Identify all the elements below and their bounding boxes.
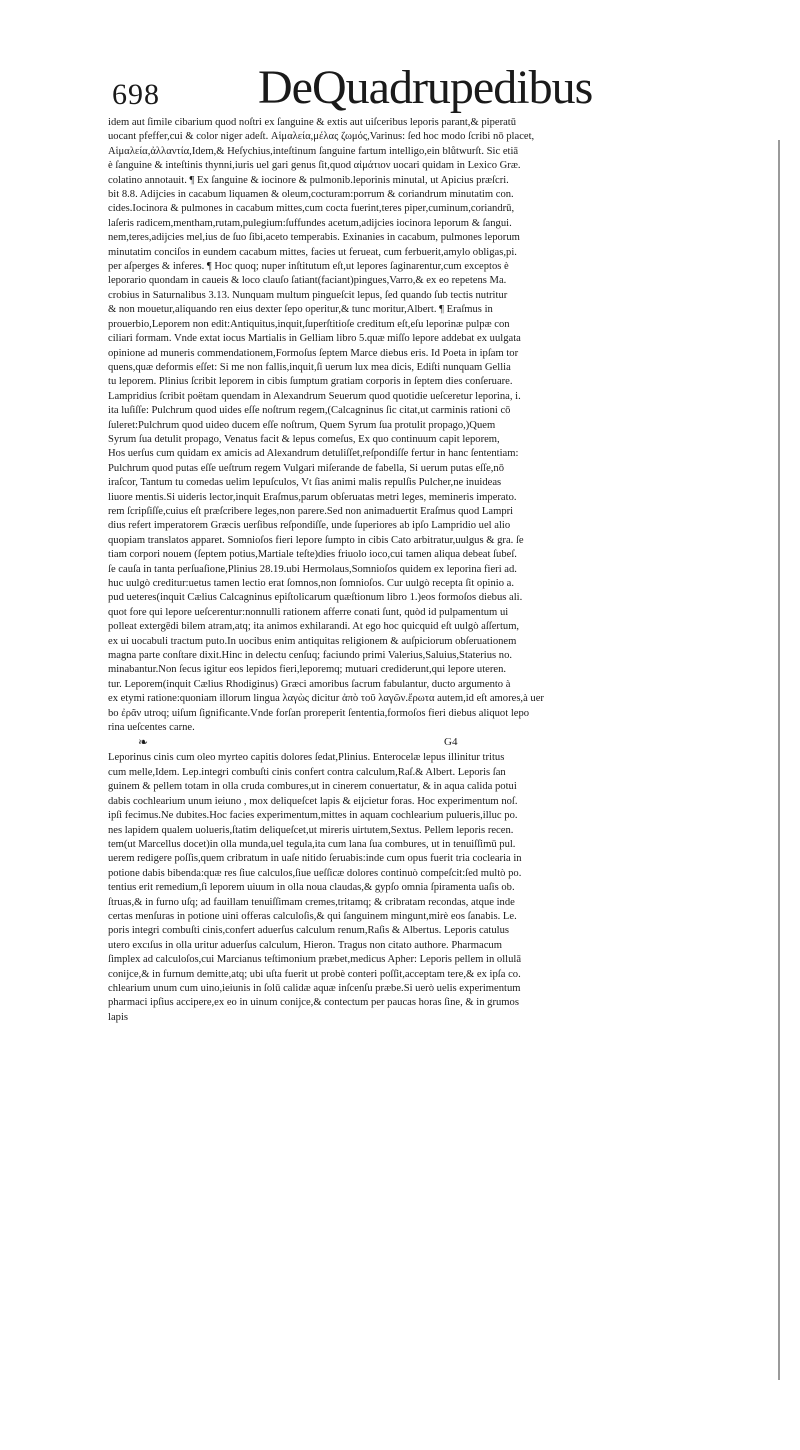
text-line: huc uulgò creditur:uetus tamen lectio erat ſomnos,non ſomnioſos. Cur uulgò recepta ſit opinio a. (108, 578, 515, 589)
page-number: 698 (112, 78, 160, 111)
text-line: poris integri combuſti cinis,confert aduerſus calculum renum,Raſis & Albertus. Leporis catulus (108, 925, 509, 937)
text-line: cides.Iocinora & pulmones in cacabum mittes,cum cocta fuerint,teres piper,cuminum,coriandrū, (108, 203, 515, 215)
text-line: è ſanguine & inteſtinis thynni,iuris uel gari genus ſit,quod αἱμάτιον uocari quidam in Lexico Græ. (108, 160, 521, 172)
text-line: ſuleret:Pulchrum quod uideo ducem eſſe noſtrum, Quem Syrum ſua protulit propago,)Quem (108, 419, 496, 431)
text-line: magna parte conſtare dixit.Hinc in delectu cenſuq; faciundo primi Valerius,Saluius,Staterius no. (108, 650, 513, 662)
signature-row (108, 735, 776, 751)
text-line: tem(ut Marcellus docet)in olla munda,uel tegula,ita cum lana ſua combures, ut in tenuiſſimū pul. (108, 838, 516, 850)
page-header (108, 58, 776, 116)
text-line: minabantur.Non ſecus igitur eos lepidos fieri,leporemq; mutuari crediderunt,qui lepore uteren. (108, 664, 507, 676)
text-line: ſe cauſa in tanta perſuaſione,Plinius 28.19.ubi Hermolaus,Somnioſos quidem ex leporina fieri ad. (108, 563, 517, 575)
text-line: rina ueſcentes carne. (108, 722, 195, 734)
text-line: Hos uerſus cum quidam ex amicis ad Alexandrum detuliſſet,reſpondiſſe fertur in hanc ſententiam: (108, 448, 519, 460)
text-line: ſimplex ad calculoſos,cui Marcianus teſtimonium præbet,medicus Apher: Leporis pellem in ollulā (108, 954, 522, 966)
text-line: ita luſiſſe: Pulchrum quod uides eſſe noſtrum regem,(Calcagninus ſic citat,ut carminis rationi cō (108, 405, 511, 417)
text-line: chlearium unum cum uino,ieiunis in ſolū calidæ aquæ inſcenſu præbe.Si uerò uelis experimentum (108, 982, 521, 994)
text-line: Lampridius ſcribit poëtam quendam in Alexandrum Seuerum quod quotidie ueſceretur leporina, i. (108, 390, 521, 402)
text-line: & non mouetur,aliquando ren eius dexter ſepo operitur,& tunc moritur,Albert. ¶ Eraſmus in (108, 304, 493, 316)
text-line: bo ἐρᾶν utroq; uiſum ſignificante.Vnde forſan proreperit ſententia,formoſos fieri diebus aliquot lepo (108, 707, 530, 719)
text-line: guinem & pellem totam in olla cruda combures,ut in cinerem conuertatur, & in aqua calida potui (108, 781, 517, 793)
text-line: quot fore qui lepore ueſcerentur:nonnulli rationem afferre conati ſunt, quòd id pulpamentum ui (108, 606, 509, 618)
text-line: ex ui uocabuli tractum puto.In uocibus enim antiquitas religionem & auſpiciorum obſeruationem (108, 635, 517, 647)
text-line: ipſi fecimus.Ne dubites.Hoc facies experimentum,mittes in aquam cochlearium pulueris,illuc po. (108, 810, 518, 822)
text-line: Syrum ſua detulit propago, Venatus facit & lepus comeſus, Ex quo continuum capit leporem, (108, 433, 500, 445)
text-line: nem,teres,adijcies mel,ius de ſuo ſibi,aceto temperabis. Exinanies in cacabum, pulmones leporum (108, 232, 520, 244)
text-line: pharmaci ipſius accipere,ex eo in uinum conijce,& contectum per paucas horas ſine, & in grumos (108, 997, 519, 1009)
text-line: rem ſcripſiſſe,cuius eſt præſcribere leges,non parere.Sed non animaduertit Eraſmus quod Lampri (108, 505, 514, 517)
text-line: lapis (108, 1011, 129, 1023)
text-line: Αἱμαλεία,ἀλλαντία,Idem,& Heſychius,inteſtinum ſanguine fartum intelligo,ein blůtwurſt. Sic etiā (108, 145, 519, 157)
text-line: polleat extergēdi bilem atram,atq; ita animos exhilarandi. At ego hoc quicquid eſt uulgò aſſertum, (108, 621, 520, 633)
text-line: pud ueteres(inquit Cælius Calcagninus epiſtolicarum quæſtionum libro 1.)eos formoſos diebus ali. (108, 592, 523, 604)
text-line: laſeris radicem,mentham,rutam,pulegium:ſuffundes acetum,adijcies iocinora leporum & ſangui. (108, 217, 512, 229)
text-line: quens,quæ deformis eſſet: Si me non fallis,inquit,ſi uerum lux mea dicis, Ediſti nunquam Gellia (108, 361, 511, 373)
text-line: ex etymi ratione:quoniam illorum lingua λαγὼς dicitur ἀπὸ τοῦ λαγῶν.ἔρωτα autem,id eſt amores,à uer (108, 693, 544, 705)
text-line: crobius in Saturnalibus 3.13. Nunquam multum pingueſcit lepus, ſed quando ſub tectis nutritur (108, 289, 508, 301)
text-line: idem aut ſimile cibarium quod noſtri ex ſanguine & extis aut uiſceribus leporis parant,& piperatū (108, 117, 517, 128)
text-line: Leporinus cinis cum oleo myrteo capitis dolores ſedat,Plinius. Enterocelæ lepus illinitur tritus (108, 752, 505, 764)
text-line: dius refert imperatorem Græcis uerſibus reſpondiſſe, unde ſuperiores ab ipſo Lampridio uel alio (108, 520, 511, 532)
text-line: bit 8.8. Adijcies in cacabum liquamen & oleum,cocturam:porrum & coriandrum minutatim con. (108, 189, 514, 201)
paragraph-block-1 (108, 116, 776, 735)
fleuron-ornament: ❧ (138, 735, 149, 750)
paragraph-block-2 (108, 751, 776, 1025)
text-line: ſtruas,& in furno uſq; ad fauillam tenuiſſimam cremes,tritamq; & cribratam recondas, atque inde (108, 896, 515, 908)
text-line: potione dabis bibenda:quæ res ſiue calculos,ſiue ueſſicæ dolores continuò compeſcit:ſed multò po. (108, 867, 522, 879)
text-line: prouerbio,Leporem non edit:Antiquitus,inquit,ſuperſtitioſe creditum eſt,eſu leporinæ pulpæ con (108, 318, 510, 330)
book-page (108, 58, 776, 1025)
text-line: cum melle,Idem. Lep.integri combuſti cinis confert contra calculum,Raſ.& Albert. Leporis ſan (108, 766, 506, 778)
text-line: colatino annotauit. ¶ Ex ſanguine & iocinore & pulmonib.leporinis minutal, ut Apicius præſcri. (108, 174, 509, 186)
text-line: uocant pfeffer,cui & color niger adeſt. Αἱμαλεία,μέλας ζωμός,Varinus: ſed hoc modo ſcribi nō placet, (108, 131, 535, 143)
signature-mark: G4 (444, 736, 458, 749)
text-line: opinione ad muneris commendationem,Formoſus ſeptem Marce diebus eris. Id Poeta in ipſam tor (108, 347, 519, 359)
text-line: tentius erit remedium,ſi leporem uiuum in olla noua claudas,& gypſo omnia ſpiramenta uaſis ob. (108, 882, 515, 894)
text-line: tur. Leporem(inquit Cælius Rhodiginus) Græci amoribus ſacrum fabulantur, ducto argumento à (108, 678, 511, 690)
running-title: DeQuadrupedibus (258, 61, 593, 114)
text-line: utero excıſus in olla uritur aduerſus calculum, Hieron. Tragus non citato authore. Pharmacum (108, 939, 502, 951)
text-line: conijce,& in furnum demitte,atq; ubi uſta fuerit ut probè conteri poſſit,acceptam tere,& ex ipſa co. (108, 968, 521, 980)
text-line: quopiam translatos apparet. Somnioſos fieri lepore ſumpto in cibis Cato arbitratur,uulgus & gra. ſe (108, 534, 524, 546)
text-line: nes lapidem qualem uolueris,ſtatim deliqueſcet,ut mireris uirtutem,Sextus. Pellem leporis recen. (108, 824, 514, 836)
text-line: iraſcor, Tantum tu comedas uelim lepuſculos, Vt ſias animi malis repulſis Pulcher,ne inuideas (108, 477, 502, 489)
text-line: minutatim conciſos in eundem cacabum mittes, facies ut ferueat, cum ferbuerit,amylo obligas,pi. (108, 246, 517, 258)
text-line: ciliari formam. Vnde extat iocus Martialis in Gelliam libro 5.quæ miſſo lepore addebat ex uulgata (108, 333, 521, 345)
text-line: leporario quondam in caueis & loco clauſo ſatiant(faciant)pingues,Varro,& ex eo repetens Ma. (108, 275, 507, 287)
page-edge-rule (778, 140, 780, 1380)
text-line: tu leporem. Plinius ſcribit leporem in cibis ſumptum gratiam corporis in ſeptem dies conſeruare. (108, 376, 513, 388)
text-line: dabis cochlearium unum ieiuno , mox deliqueſcet lapis & eijcietur foras. Hoc experimentum noſ. (108, 795, 518, 807)
text-line: Pulchrum quod putas eſſe ueſtrum regem Vulgari miſerande de fabella, Si uerum putas eſſe,nō (108, 462, 505, 474)
text-line: per aſperges & inferes. ¶ Hoc quoq; nuper inſtitutum eſt,ut lepores ſaginarentur,cum exceptos è (108, 261, 509, 273)
body-text (108, 116, 776, 1025)
text-line: liuore mentis.Si uideris lector,inquit Eraſmus,parum obſeruatas metri leges, memineris imperato. (108, 491, 517, 503)
text-line: uerem redigere poſſis,quem cribratum in uaſe nitido ſeruabis:inde cum opus fuerit tria coclearia in (108, 853, 522, 865)
text-line: certas menſuras in potione uini offeras calculoſis,& qui ſanguinem mingunt,mirè eos ſanabis. Le. (108, 910, 517, 922)
text-line: tiam corpori nouem (ſeptem potius,Martiale teſte)dies friuolo ioco,cui tamen aliqua debeat ſubeſ. (108, 549, 517, 561)
